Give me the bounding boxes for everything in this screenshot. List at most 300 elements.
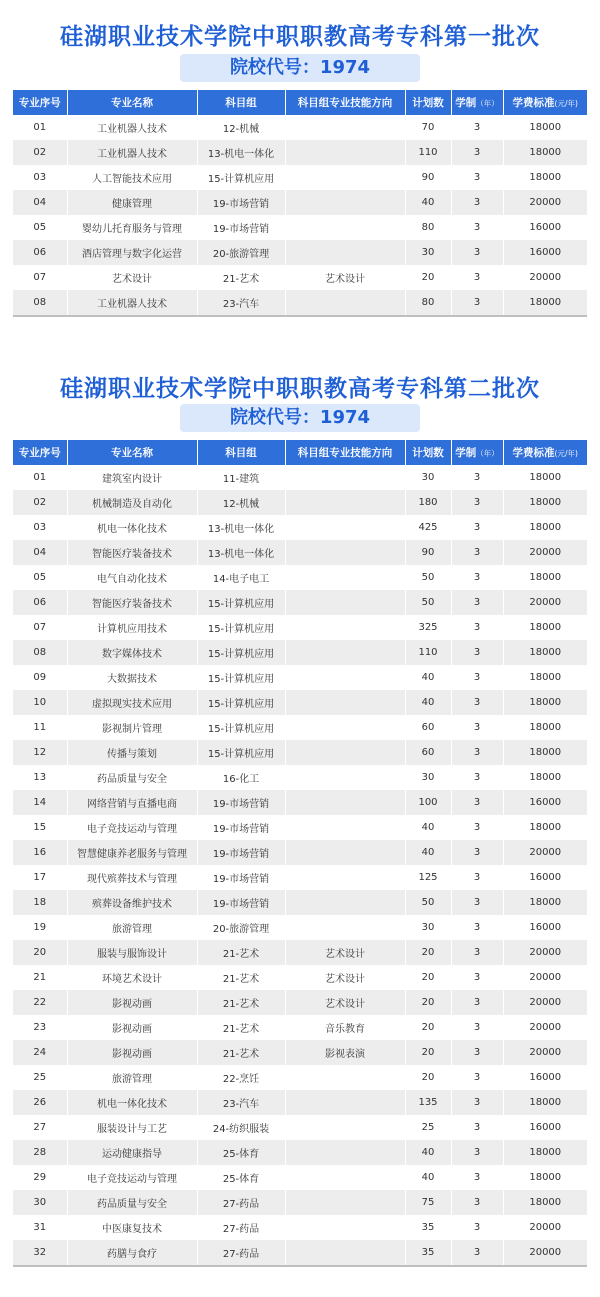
header-unit: (元/年)	[554, 449, 578, 458]
cell-plan-count: 60	[405, 740, 451, 765]
header-label: 专业序号	[18, 447, 61, 459]
cell-seq: 03	[13, 515, 67, 540]
cell-plan-count: 30	[405, 765, 451, 790]
cell-duration: 3	[451, 140, 503, 165]
cell-tuition: 18000	[503, 1190, 587, 1215]
cell-skill-direction	[285, 490, 405, 515]
cell-duration: 3	[451, 1015, 503, 1040]
cell-seq: 02	[13, 490, 67, 515]
cell-plan-count: 20	[405, 1015, 451, 1040]
cell-subject-group: 21-艺术	[197, 990, 285, 1015]
cell-tuition: 18000	[503, 115, 587, 140]
cell-skill-direction	[285, 715, 405, 740]
cell-skill-direction	[285, 665, 405, 690]
cell-tuition: 16000	[503, 865, 587, 890]
cell-plan-count: 50	[405, 890, 451, 915]
cell-duration: 3	[451, 240, 503, 265]
cell-skill-direction	[285, 1065, 405, 1090]
cell-plan-count: 90	[405, 540, 451, 565]
header-unit: (元/年)	[554, 99, 578, 108]
cell-skill-direction: 音乐教育	[285, 1015, 405, 1040]
header-label: 科目组	[225, 97, 257, 109]
cell-tuition: 20000	[503, 265, 587, 290]
cell-subject-group: 15-计算机应用	[197, 640, 285, 665]
cell-skill-direction	[285, 640, 405, 665]
cell-plan-count: 40	[405, 1165, 451, 1190]
cell-skill-direction	[285, 865, 405, 890]
cell-duration: 3	[451, 1115, 503, 1140]
cell-duration: 3	[451, 190, 503, 215]
table-header-row	[13, 90, 587, 115]
cell-subject-group: 23-汽车	[197, 290, 285, 315]
cell-major-name: 工业机器人技术	[67, 290, 197, 315]
cell-seq: 07	[13, 265, 67, 290]
cell-duration: 3	[451, 715, 503, 740]
cell-duration: 3	[451, 990, 503, 1015]
cell-major-name: 网络营销与直播电商	[67, 790, 197, 815]
table-header-row	[13, 440, 587, 465]
cell-subject-group: 19-市场营销	[197, 190, 285, 215]
header-skill-direction	[285, 90, 405, 115]
cell-tuition: 18000	[503, 490, 587, 515]
cell-plan-count: 40	[405, 190, 451, 215]
table-row	[13, 740, 587, 765]
cell-skill-direction: 艺术设计	[285, 940, 405, 965]
cell-duration: 3	[451, 565, 503, 590]
cell-tuition: 18000	[503, 665, 587, 690]
cell-subject-group: 25-体育	[197, 1165, 285, 1190]
batch2-bottom-divider	[13, 1265, 587, 1267]
cell-duration: 3	[451, 815, 503, 840]
header-label: 学费标准	[512, 97, 555, 109]
cell-tuition: 20000	[503, 590, 587, 615]
cell-tuition: 20000	[503, 1015, 587, 1040]
header-label: 学制	[455, 97, 477, 109]
cell-tuition: 20000	[503, 190, 587, 215]
cell-seq: 08	[13, 290, 67, 315]
cell-tuition: 20000	[503, 1240, 587, 1265]
cell-plan-count: 50	[405, 565, 451, 590]
cell-plan-count: 20	[405, 990, 451, 1015]
table-row	[13, 115, 587, 140]
cell-tuition: 18000	[503, 640, 587, 665]
cell-duration: 3	[451, 665, 503, 690]
cell-seq: 32	[13, 1240, 67, 1265]
cell-plan-count: 20	[405, 265, 451, 290]
cell-plan-count: 60	[405, 715, 451, 740]
cell-tuition: 16000	[503, 1115, 587, 1140]
cell-plan-count: 125	[405, 865, 451, 890]
table-row	[13, 565, 587, 590]
header-plan-count	[405, 90, 451, 115]
header-label: 学费标准	[512, 447, 555, 459]
cell-plan-count: 80	[405, 215, 451, 240]
cell-tuition: 18000	[503, 140, 587, 165]
header-subject-group	[197, 440, 285, 465]
cell-skill-direction	[285, 540, 405, 565]
table-row	[13, 590, 587, 615]
cell-seq: 26	[13, 1090, 67, 1115]
cell-seq: 18	[13, 890, 67, 915]
cell-seq: 22	[13, 990, 67, 1015]
cell-seq: 17	[13, 865, 67, 890]
cell-plan-count: 20	[405, 1065, 451, 1090]
cell-major-name: 殡葬设备维护技术	[67, 890, 197, 915]
cell-duration: 3	[451, 615, 503, 640]
cell-tuition: 20000	[503, 540, 587, 565]
cell-seq: 02	[13, 140, 67, 165]
cell-duration: 3	[451, 115, 503, 140]
cell-duration: 3	[451, 1165, 503, 1190]
table-row	[13, 515, 587, 540]
table-row	[13, 615, 587, 640]
cell-subject-group: 14-电子电工	[197, 565, 285, 590]
cell-tuition: 20000	[503, 840, 587, 865]
cell-plan-count: 35	[405, 1215, 451, 1240]
table-row	[13, 915, 587, 940]
batch1-school-code: 院校代号：1974	[180, 54, 420, 82]
cell-seq: 06	[13, 240, 67, 265]
header-skill-direction	[285, 440, 405, 465]
table-row	[13, 490, 587, 515]
cell-duration: 3	[451, 865, 503, 890]
cell-plan-count: 20	[405, 940, 451, 965]
cell-skill-direction	[285, 740, 405, 765]
cell-subject-group: 20-旅游管理	[197, 915, 285, 940]
cell-plan-count: 425	[405, 515, 451, 540]
cell-skill-direction	[285, 915, 405, 940]
cell-subject-group: 16-化工	[197, 765, 285, 790]
cell-seq: 27	[13, 1115, 67, 1140]
cell-major-name: 影视动画	[67, 1040, 197, 1065]
cell-subject-group: 27-药品	[197, 1215, 285, 1240]
table-row	[13, 640, 587, 665]
batch1-table	[13, 90, 587, 315]
cell-major-name: 电气自动化技术	[67, 565, 197, 590]
cell-major-name: 运动健康指导	[67, 1140, 197, 1165]
cell-tuition: 18000	[503, 1165, 587, 1190]
header-duration	[451, 440, 503, 465]
cell-seq: 31	[13, 1215, 67, 1240]
cell-subject-group: 11-建筑	[197, 465, 285, 490]
header-label: 专业名称	[111, 447, 153, 459]
cell-seq: 04	[13, 190, 67, 215]
cell-major-name: 机电一体化技术	[67, 1090, 197, 1115]
cell-major-name: 数字媒体技术	[67, 640, 197, 665]
cell-skill-direction: 艺术设计	[285, 265, 405, 290]
table-row	[13, 1115, 587, 1140]
cell-major-name: 健康管理	[67, 190, 197, 215]
cell-seq: 13	[13, 765, 67, 790]
header-label: 科目组专业技能方向	[297, 447, 393, 459]
cell-subject-group: 23-汽车	[197, 1090, 285, 1115]
cell-seq: 14	[13, 790, 67, 815]
cell-plan-count: 110	[405, 640, 451, 665]
cell-tuition: 18000	[503, 565, 587, 590]
cell-seq: 16	[13, 840, 67, 865]
cell-subject-group: 21-艺术	[197, 965, 285, 990]
cell-tuition: 18000	[503, 465, 587, 490]
cell-major-name: 艺术设计	[67, 265, 197, 290]
table-row	[13, 465, 587, 490]
header-tuition	[503, 440, 587, 465]
cell-plan-count: 20	[405, 965, 451, 990]
table-row	[13, 965, 587, 990]
header-label: 计划数	[412, 447, 444, 459]
table-row	[13, 240, 587, 265]
cell-skill-direction	[285, 465, 405, 490]
cell-major-name: 影视制片管理	[67, 715, 197, 740]
cell-tuition: 18000	[503, 890, 587, 915]
cell-subject-group: 15-计算机应用	[197, 590, 285, 615]
table-row	[13, 1215, 587, 1240]
cell-tuition: 20000	[503, 1215, 587, 1240]
table-row	[13, 1065, 587, 1090]
cell-duration: 3	[451, 640, 503, 665]
cell-major-name: 现代殡葬技术与管理	[67, 865, 197, 890]
cell-subject-group: 15-计算机应用	[197, 715, 285, 740]
cell-skill-direction	[285, 890, 405, 915]
cell-major-name: 药膳与食疗	[67, 1240, 197, 1265]
cell-major-name: 计算机应用技术	[67, 615, 197, 640]
cell-major-name: 工业机器人技术	[67, 140, 197, 165]
cell-duration: 3	[451, 1065, 503, 1090]
cell-subject-group: 12-机械	[197, 115, 285, 140]
cell-tuition: 18000	[503, 740, 587, 765]
cell-duration: 3	[451, 490, 503, 515]
cell-tuition: 18000	[503, 690, 587, 715]
header-unit: （年）	[476, 99, 499, 108]
cell-seq: 11	[13, 715, 67, 740]
cell-major-name: 旅游管理	[67, 1065, 197, 1090]
cell-tuition: 20000	[503, 940, 587, 965]
cell-subject-group: 21-艺术	[197, 265, 285, 290]
cell-duration: 3	[451, 1140, 503, 1165]
cell-duration: 3	[451, 965, 503, 990]
cell-subject-group: 12-机械	[197, 490, 285, 515]
cell-plan-count: 50	[405, 590, 451, 615]
table-row	[13, 1090, 587, 1115]
cell-seq: 21	[13, 965, 67, 990]
cell-seq: 06	[13, 590, 67, 615]
header-label: 科目组	[225, 447, 257, 459]
cell-major-name: 智慧健康养老服务与管理	[67, 840, 197, 865]
table-row	[13, 1165, 587, 1190]
cell-plan-count: 25	[405, 1115, 451, 1140]
cell-seq: 19	[13, 915, 67, 940]
batch2-school-code: 院校代号：1974	[180, 404, 420, 432]
table-row	[13, 1040, 587, 1065]
cell-skill-direction	[285, 115, 405, 140]
table-row	[13, 715, 587, 740]
table-row	[13, 1240, 587, 1265]
header-duration	[451, 90, 503, 115]
cell-major-name: 酒店管理与数字化运营	[67, 240, 197, 265]
cell-plan-count: 40	[405, 1140, 451, 1165]
cell-major-name: 旅游管理	[67, 915, 197, 940]
cell-skill-direction	[285, 790, 405, 815]
cell-skill-direction	[285, 165, 405, 190]
cell-seq: 28	[13, 1140, 67, 1165]
cell-tuition: 16000	[503, 915, 587, 940]
cell-duration: 3	[451, 840, 503, 865]
cell-plan-count: 40	[405, 840, 451, 865]
cell-major-name: 工业机器人技术	[67, 115, 197, 140]
cell-seq: 09	[13, 665, 67, 690]
cell-plan-count: 35	[405, 1240, 451, 1265]
header-seq	[13, 90, 67, 115]
cell-skill-direction: 艺术设计	[285, 965, 405, 990]
cell-seq: 23	[13, 1015, 67, 1040]
cell-subject-group: 15-计算机应用	[197, 615, 285, 640]
cell-tuition: 18000	[503, 290, 587, 315]
table-row	[13, 540, 587, 565]
cell-plan-count: 110	[405, 140, 451, 165]
cell-tuition: 18000	[503, 1090, 587, 1115]
cell-duration: 3	[451, 690, 503, 715]
cell-tuition: 16000	[503, 1065, 587, 1090]
cell-duration: 3	[451, 915, 503, 940]
cell-duration: 3	[451, 265, 503, 290]
table-row	[13, 1015, 587, 1040]
cell-subject-group: 13-机电一体化	[197, 515, 285, 540]
table-row	[13, 665, 587, 690]
table-row	[13, 265, 587, 290]
header-label: 科目组专业技能方向	[297, 97, 393, 109]
cell-seq: 04	[13, 540, 67, 565]
cell-duration: 3	[451, 1090, 503, 1115]
cell-plan-count: 40	[405, 690, 451, 715]
cell-tuition: 20000	[503, 965, 587, 990]
cell-major-name: 虚拟现实技术应用	[67, 690, 197, 715]
cell-tuition: 18000	[503, 1140, 587, 1165]
cell-tuition: 20000	[503, 990, 587, 1015]
cell-subject-group: 21-艺术	[197, 1040, 285, 1065]
cell-duration: 3	[451, 165, 503, 190]
table-row	[13, 140, 587, 165]
cell-major-name: 影视动画	[67, 1015, 197, 1040]
cell-tuition: 18000	[503, 765, 587, 790]
cell-subject-group: 15-计算机应用	[197, 690, 285, 715]
cell-tuition: 16000	[503, 215, 587, 240]
cell-subject-group: 27-药品	[197, 1240, 285, 1265]
cell-subject-group: 22-烹饪	[197, 1065, 285, 1090]
table-row	[13, 1140, 587, 1165]
header-major-name	[67, 90, 197, 115]
table-row	[13, 815, 587, 840]
cell-seq: 07	[13, 615, 67, 640]
cell-skill-direction	[285, 1215, 405, 1240]
cell-subject-group: 19-市场营销	[197, 790, 285, 815]
table-row	[13, 1190, 587, 1215]
cell-seq: 25	[13, 1065, 67, 1090]
batch1-bottom-divider	[13, 315, 587, 317]
cell-duration: 3	[451, 1240, 503, 1265]
cell-skill-direction	[285, 615, 405, 640]
cell-tuition: 18000	[503, 165, 587, 190]
table-row	[13, 215, 587, 240]
header-tuition	[503, 90, 587, 115]
cell-subject-group: 25-体育	[197, 1140, 285, 1165]
cell-seq: 24	[13, 1040, 67, 1065]
cell-duration: 3	[451, 1190, 503, 1215]
table-row	[13, 765, 587, 790]
table-row	[13, 190, 587, 215]
cell-skill-direction	[285, 1090, 405, 1115]
cell-major-name: 电子竞技运动与管理	[67, 1165, 197, 1190]
cell-subject-group: 21-艺术	[197, 940, 285, 965]
header-major-name	[67, 440, 197, 465]
cell-duration: 3	[451, 465, 503, 490]
cell-subject-group: 20-旅游管理	[197, 240, 285, 265]
cell-major-name: 智能医疗装备技术	[67, 590, 197, 615]
cell-seq: 29	[13, 1165, 67, 1190]
header-label: 学制	[455, 447, 477, 459]
cell-skill-direction	[285, 1190, 405, 1215]
cell-tuition: 18000	[503, 515, 587, 540]
cell-subject-group: 21-艺术	[197, 1015, 285, 1040]
cell-skill-direction	[285, 190, 405, 215]
cell-duration: 3	[451, 540, 503, 565]
cell-seq: 20	[13, 940, 67, 965]
cell-duration: 3	[451, 765, 503, 790]
cell-subject-group: 19-市场营销	[197, 215, 285, 240]
cell-major-name: 药品质量与安全	[67, 765, 197, 790]
cell-tuition: 16000	[503, 790, 587, 815]
cell-seq: 05	[13, 215, 67, 240]
cell-major-name: 建筑室内设计	[67, 465, 197, 490]
cell-duration: 3	[451, 515, 503, 540]
cell-major-name: 传播与策划	[67, 740, 197, 765]
cell-duration: 3	[451, 1040, 503, 1065]
cell-plan-count: 135	[405, 1090, 451, 1115]
table-row	[13, 790, 587, 815]
cell-tuition: 16000	[503, 240, 587, 265]
cell-plan-count: 30	[405, 915, 451, 940]
cell-skill-direction	[285, 140, 405, 165]
batch2-table	[13, 440, 587, 1265]
cell-major-name: 机电一体化技术	[67, 515, 197, 540]
cell-major-name: 服装与服饰设计	[67, 940, 197, 965]
cell-subject-group: 15-计算机应用	[197, 740, 285, 765]
cell-duration: 3	[451, 890, 503, 915]
batch1-title: 硅湖职业技术学院中职职教高考专科第一批次	[60, 24, 540, 50]
cell-skill-direction	[285, 1115, 405, 1140]
cell-plan-count: 20	[405, 1040, 451, 1065]
cell-plan-count: 40	[405, 665, 451, 690]
cell-seq: 03	[13, 165, 67, 190]
cell-skill-direction	[285, 1140, 405, 1165]
cell-subject-group: 15-计算机应用	[197, 665, 285, 690]
cell-subject-group: 19-市场营销	[197, 815, 285, 840]
cell-duration: 3	[451, 590, 503, 615]
cell-plan-count: 180	[405, 490, 451, 515]
cell-duration: 3	[451, 940, 503, 965]
cell-seq: 05	[13, 565, 67, 590]
cell-major-name: 影视动画	[67, 990, 197, 1015]
cell-seq: 01	[13, 115, 67, 140]
cell-subject-group: 13-机电一体化	[197, 140, 285, 165]
cell-skill-direction	[285, 515, 405, 540]
cell-major-name: 环境艺术设计	[67, 965, 197, 990]
cell-plan-count: 325	[405, 615, 451, 640]
cell-plan-count: 75	[405, 1190, 451, 1215]
table-row	[13, 840, 587, 865]
cell-duration: 3	[451, 740, 503, 765]
cell-seq: 30	[13, 1190, 67, 1215]
cell-subject-group: 19-市场营销	[197, 840, 285, 865]
cell-major-name: 电子竞技运动与管理	[67, 815, 197, 840]
